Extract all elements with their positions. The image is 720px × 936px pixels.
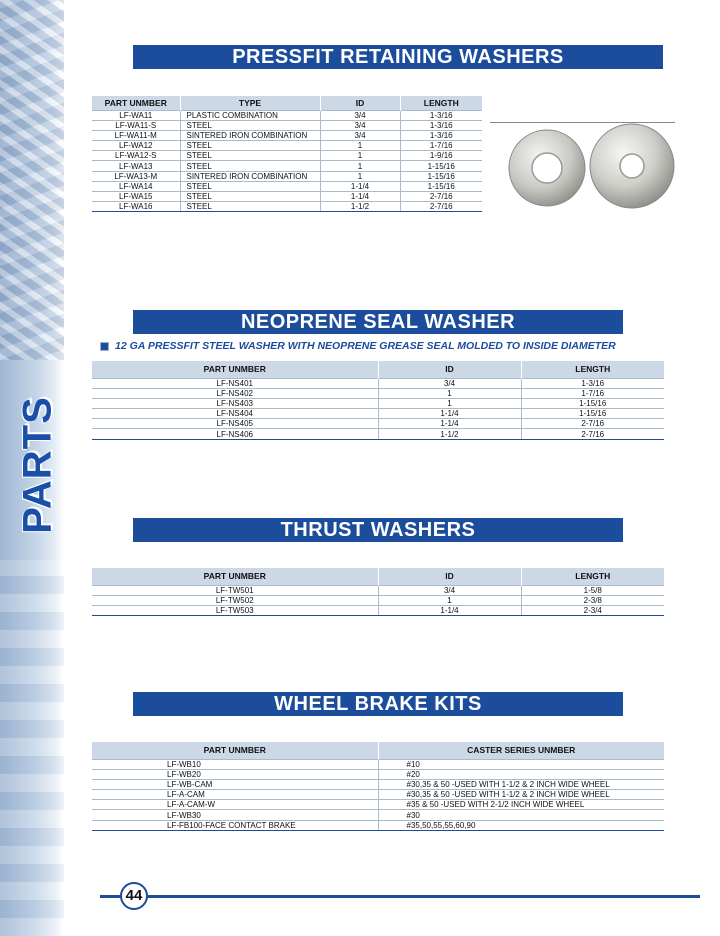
table-cell: 1-3/16 <box>400 110 482 120</box>
table-cell: 1-1/4 <box>320 181 400 191</box>
table-cell: 1 <box>378 398 521 408</box>
table-cell: LF-WA12-S <box>92 151 180 161</box>
thrust-header: LENGTH <box>521 568 664 585</box>
footer-rule <box>100 895 700 898</box>
pressfit-body <box>92 110 482 212</box>
neoprene-header: LENGTH <box>521 361 664 378</box>
table-cell: 1-1/4 <box>320 192 400 202</box>
table-cell: #35,50,55,55,60,90 <box>378 820 664 830</box>
table-cell: LF-WB30 <box>92 810 378 820</box>
table-row <box>92 161 482 171</box>
table-cell: 1-15/16 <box>521 409 664 419</box>
table-cell: 1-1/4 <box>378 419 521 429</box>
table-cell: 1-1/2 <box>378 429 521 439</box>
thrust-header-row <box>92 568 664 585</box>
table-row <box>92 419 664 429</box>
table-cell: 3/4 <box>320 110 400 120</box>
table-row <box>92 759 664 769</box>
table-cell: 1-15/16 <box>400 171 482 181</box>
brake-body <box>92 759 664 830</box>
table-cell: SINTERED IRON COMBINATION <box>180 171 320 181</box>
table-cell: 2-7/16 <box>521 419 664 429</box>
neoprene-header: ID <box>378 361 521 378</box>
table-cell: 1 <box>320 171 400 181</box>
table-cell: 1 <box>320 141 400 151</box>
table-cell: 2-7/16 <box>521 429 664 439</box>
brake-header-row <box>92 742 664 759</box>
table-cell: SINTERED IRON COMBINATION <box>180 130 320 140</box>
table-cell: 1-1/4 <box>378 409 521 419</box>
table-cell: LF-NS403 <box>92 398 378 408</box>
thrust-header: ID <box>378 568 521 585</box>
table-cell: LF-WA11 <box>92 110 180 120</box>
table-cell: 1 <box>320 161 400 171</box>
table-row <box>92 378 664 388</box>
table-cell: 1-3/16 <box>521 378 664 388</box>
neoprene-header: PART UNMBER <box>92 361 378 378</box>
table-cell: 1-3/16 <box>400 120 482 130</box>
table-row <box>92 810 664 820</box>
table-row <box>92 769 664 779</box>
table-row <box>92 779 664 789</box>
pressfit-header: ID <box>320 96 400 110</box>
table-row <box>92 181 482 191</box>
thrust-title: THRUST WASHERS <box>133 518 623 542</box>
table-cell: LF-WB-CAM <box>92 779 378 789</box>
table-cell: #30,35 & 50 -USED WITH 1-1/2 & 2 INCH WIDE WHEEL <box>378 779 664 789</box>
table-row <box>92 388 664 398</box>
table-row <box>92 202 482 212</box>
table-cell: LF-NS401 <box>92 378 378 388</box>
thrust-header: PART UNMBER <box>92 568 378 585</box>
thrust-table <box>92 568 664 616</box>
table-cell: LF-TW503 <box>92 605 378 615</box>
pressfit-header: TYPE <box>180 96 320 110</box>
table-cell: STEEL <box>180 120 320 130</box>
table-cell: #35 & 50 -USED WITH 2-1/2 INCH WIDE WHEEL <box>378 800 664 810</box>
table-cell: LF-A-CAM <box>92 790 378 800</box>
table-row <box>92 171 482 181</box>
page-number: 44 <box>120 882 148 910</box>
table-cell: LF-FB100-FACE CONTACT BRAKE <box>92 820 378 830</box>
side-label <box>10 396 66 534</box>
table-cell: #10 <box>378 759 664 769</box>
table-cell: LF-TW501 <box>92 585 378 595</box>
table-cell: LF-NS406 <box>92 429 378 439</box>
table-cell: STEEL <box>180 202 320 212</box>
table-cell: 2-3/8 <box>521 595 664 605</box>
table-cell: 3/4 <box>378 585 521 595</box>
pressfit-title: PRESSFIT RETAINING WASHERS <box>133 45 663 69</box>
table-row <box>92 820 664 830</box>
table-cell: LF-NS402 <box>92 388 378 398</box>
table-cell: 3/4 <box>320 130 400 140</box>
table-cell: LF-WA11-S <box>92 120 180 130</box>
table-cell: 1 <box>320 151 400 161</box>
bullet-square-icon <box>100 342 109 351</box>
table-cell: LF-WB10 <box>92 759 378 769</box>
washer-small-icon <box>509 130 585 206</box>
table-cell: 1-5/8 <box>521 585 664 595</box>
table-cell: LF-WB20 <box>92 769 378 779</box>
table-cell: LF-WA15 <box>92 192 180 202</box>
table-cell: 2-3/4 <box>521 605 664 615</box>
neoprene-subtitle <box>100 339 660 353</box>
table-cell: LF-WA13 <box>92 161 180 171</box>
table-cell: STEEL <box>180 161 320 171</box>
washer-large-icon <box>590 124 674 208</box>
table-cell: 1-1/2 <box>320 202 400 212</box>
table-cell: #30 <box>378 810 664 820</box>
side-pattern-bottom <box>0 560 64 936</box>
table-row <box>92 120 482 130</box>
table-row <box>92 595 664 605</box>
table-cell: LF-NS405 <box>92 419 378 429</box>
table-row <box>92 110 482 120</box>
table-row <box>92 398 664 408</box>
brake-header: PART UNMBER <box>92 742 378 759</box>
table-row <box>92 141 482 151</box>
table-row <box>92 790 664 800</box>
washer-photo <box>490 122 680 218</box>
table-cell: LF-WA14 <box>92 181 180 191</box>
brake-header: CASTER SERIES UNMBER <box>378 742 664 759</box>
table-cell: STEEL <box>180 141 320 151</box>
table-cell: 1 <box>378 595 521 605</box>
table-cell: LF-NS404 <box>92 409 378 419</box>
table-cell: STEEL <box>180 151 320 161</box>
brake-table <box>92 742 664 831</box>
table-row <box>92 151 482 161</box>
table-row <box>92 605 664 615</box>
table-cell: 1-9/16 <box>400 151 482 161</box>
side-pattern <box>0 0 64 360</box>
brake-title: WHEEL BRAKE KITS <box>133 692 623 716</box>
table-cell: LF-WA11-M <box>92 130 180 140</box>
table-cell: 2-7/16 <box>400 192 482 202</box>
table-cell: 1-7/16 <box>400 141 482 151</box>
table-cell: LF-WA12 <box>92 141 180 151</box>
table-cell: 1 <box>378 388 521 398</box>
table-cell: LF-TW502 <box>92 595 378 605</box>
neoprene-title: NEOPRENE SEAL WASHER <box>133 310 623 334</box>
table-cell: PLASTIC COMBINATION <box>180 110 320 120</box>
table-cell: 2-7/16 <box>400 202 482 212</box>
table-cell: LF-WA16 <box>92 202 180 212</box>
table-cell: 1-3/16 <box>400 130 482 140</box>
table-cell: 1-1/4 <box>378 605 521 615</box>
neoprene-subtitle-text: 12 GA PRESSFIT STEEL WASHER WITH NEOPRENE GREASE SEAL MOLDED TO INSIDE DIAMETER <box>115 340 616 352</box>
table-row <box>92 800 664 810</box>
table-cell: 1-15/16 <box>400 181 482 191</box>
table-cell: LF-A-CAM-W <box>92 800 378 810</box>
neoprene-body <box>92 378 664 439</box>
neoprene-table <box>92 361 664 440</box>
table-cell: 3/4 <box>320 120 400 130</box>
pressfit-table <box>92 96 482 212</box>
pressfit-header-row <box>92 96 482 110</box>
pressfit-header: LENGTH <box>400 96 482 110</box>
table-cell: 1-15/16 <box>521 398 664 408</box>
table-row <box>92 429 664 439</box>
table-cell: #30,35 & 50 -USED WITH 1-1/2 & 2 INCH WIDE WHEEL <box>378 790 664 800</box>
pressfit-header: PART UNMBER <box>92 96 180 110</box>
table-cell: #20 <box>378 769 664 779</box>
table-cell: LF-WA13-M <box>92 171 180 181</box>
table-row <box>92 130 482 140</box>
table-cell: STEEL <box>180 181 320 191</box>
table-cell: 3/4 <box>378 378 521 388</box>
neoprene-header-row <box>92 361 664 378</box>
table-cell: STEEL <box>180 192 320 202</box>
thrust-body <box>92 585 664 616</box>
table-row <box>92 585 664 595</box>
table-row <box>92 409 664 419</box>
table-row <box>92 192 482 202</box>
table-cell: 1-15/16 <box>400 161 482 171</box>
side-label-text: PARTS <box>15 396 60 534</box>
table-cell: 1-7/16 <box>521 388 664 398</box>
